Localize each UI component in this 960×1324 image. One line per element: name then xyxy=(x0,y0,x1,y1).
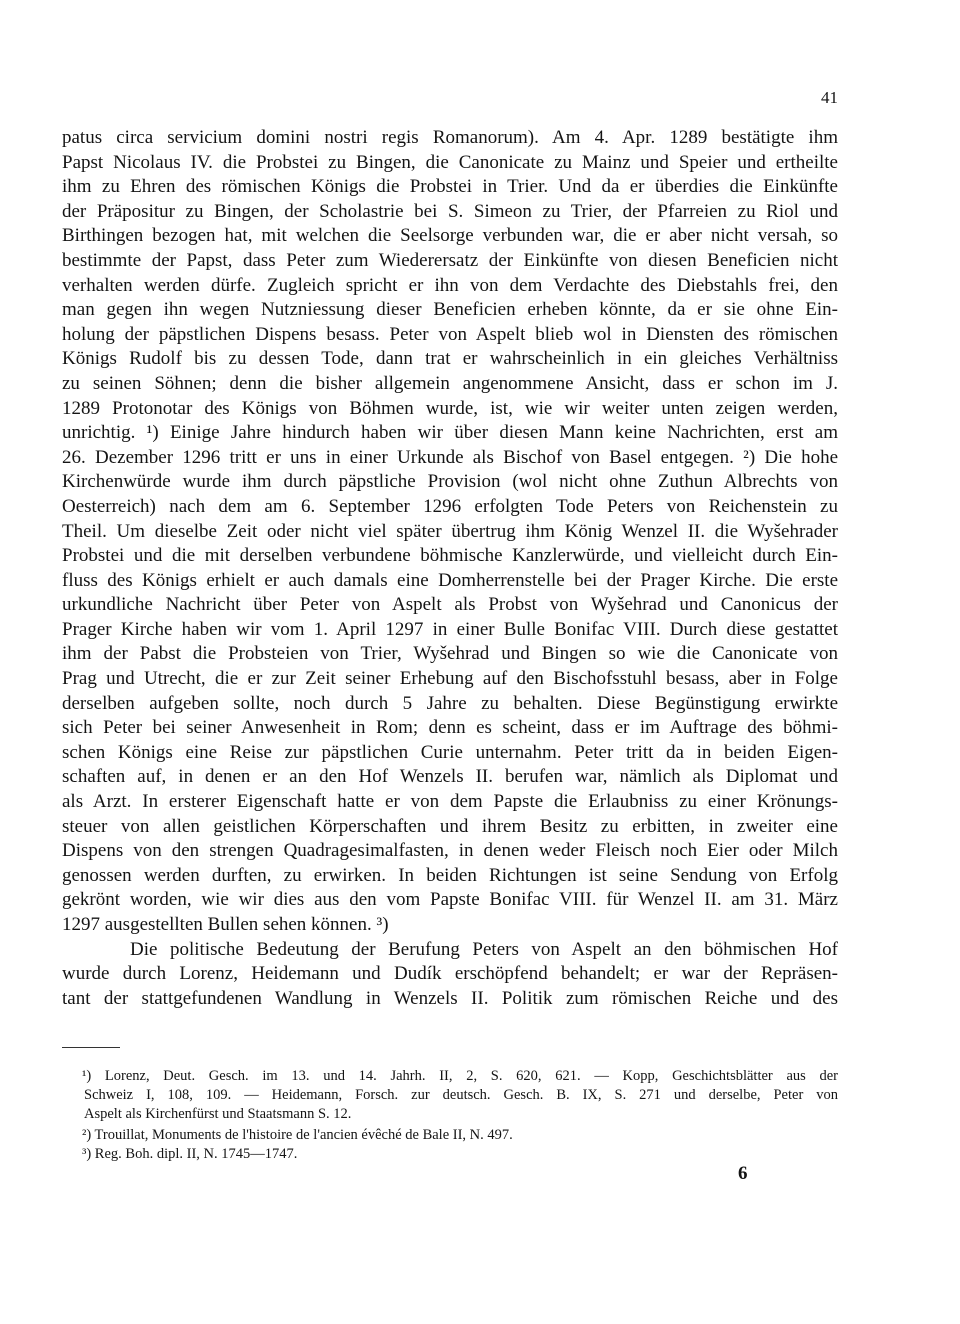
body-line: steuer von allen geistlichen Körperschaften und ihrem Besitz zu erbitten, in zweiter eine xyxy=(62,815,838,837)
body-line: derselben aufgeben sollte, noch durch 5 Jahre zu behalten. Diese Begünstigung erwirkte xyxy=(62,692,838,714)
footnote-line: ¹) Lorenz, Deut. Gesch. im 13. und 14. Jahrh. II, 2, S. 620, 621. — Kopp, Geschichtsblätter aus der xyxy=(82,1068,838,1084)
body-line: Die politische Bedeutung der Berufung Peters von Aspelt an den böhmischen Hof xyxy=(130,938,838,960)
body-line: Prag und Utrecht, die er zur Zeit seiner Erhebung auf den Bischofsstuhl besass, aber in Folge xyxy=(62,668,838,690)
body-line: tant der stattgefundenen Wandlung in Wenzels II. Politik zum römischen Reiche und des xyxy=(62,987,838,1009)
footnotes xyxy=(62,1067,838,1164)
body-line: 26. Dezember 1296 tritt er uns in einer Urkunde als Bischof von Basel entgegen. ²) Die hohe xyxy=(62,446,838,468)
footnote-line: Schweiz I, 108, 109. — Heidemann, Forsch. zur deutsch. Gesch. B. IX, S. 271 und derselbe, Peter von xyxy=(84,1086,838,1103)
body-line: fluss des Königs erhielt er auch damals eine Domherrenstelle bei der Prager Kirche. Die erste xyxy=(62,569,838,591)
body-line: schen Königs eine Reise zur päpstlichen Curie unternahm. Peter tritt da in beiden Eigen- xyxy=(62,741,838,763)
body-line: genossen werden durften, zu erwirken. In beiden Richtungen ist seine Sendung von Erfolg xyxy=(62,864,838,886)
body-line: bestimmte der Papst, dass Peter zum Wiederersatz der Einkünfte von diesen Beneficien nicht xyxy=(62,249,838,271)
body-line: Birthingen bezogen hat, mit welchen die Seelsorge verbunden war, die er aber nicht versah, so xyxy=(62,225,838,247)
body-line: Dispens von den strengen Quadragesimalfasten, in denen weder Fleisch noch Eier oder Milch xyxy=(62,840,838,862)
body-line: Oesterreich) nach dem am 6. September 1296 erfolgten Tode Peters von Reichenstein zu xyxy=(62,495,838,517)
body-text xyxy=(62,126,838,1011)
page-number: 41 xyxy=(821,88,838,107)
body-line: 1289 Protonotar des Königs von Böhmen wurde, ist, wie wir weiter unten zeigen werden, xyxy=(62,397,838,419)
body-line: unrichtig. ¹) Einige Jahre hindurch haben wir über diesen Mann keine Nachrichten, erst am xyxy=(62,422,838,444)
body-line: Kirchenwürde wurde ihm durch päpstliche Provision (wol nicht ohne Zuthun Albrechts von xyxy=(62,471,838,493)
body-line: schaften auf, in denen er an den Hof Wenzels II. berufen war, nämlich als Diplomat und xyxy=(62,766,838,788)
body-line: zu seinen Söhnen; denn die bisher allgemein angenommene Ansicht, dass er schon im J. xyxy=(62,372,838,394)
body-line: Theil. Um dieselbe Zeit oder nicht viel später übertrug ihm König Wenzel II. die Wyšehrader xyxy=(62,520,838,542)
body-line: Königs Rudolf bis zu dessen Tode, dann trat er wahrscheinlich in ein gleiches Verhältniss xyxy=(62,348,838,370)
body-line: holung der päpstlichen Dispens besass. Peter von Aspelt blieb wol in Diensten des römischen xyxy=(62,323,838,345)
body-line: Papst Nicolaus IV. die Probstei zu Bingen, die Canonicate zu Mainz und Speier und ertheilte xyxy=(62,151,838,173)
signature-mark: 6 xyxy=(738,1163,748,1184)
body-line: sich Peter bei seiner Anwesenheit in Rom; denn es scheint, dass er im Auftrage des böhmi- xyxy=(62,717,838,739)
body-line: 1297 ausgestellten Bullen sehen können. ³) xyxy=(62,914,389,935)
footnote-divider xyxy=(62,1047,120,1048)
body-line: gekrönt worden, wie wir dies aus den vom Papste Bonifac VIII. für Wenzel II. am 31. März xyxy=(62,889,838,911)
body-line: Probstei und die mit derselben verbundene böhmische Kanzlerwürde, und vielleicht durch Ein- xyxy=(62,545,838,567)
footnote-line: Aspelt als Kirchenfürst und Staatsmann S. 12. xyxy=(84,1105,352,1122)
footnote-line: ³) Reg. Boh. dipl. II, N. 1745—1747. xyxy=(82,1146,298,1163)
body-line: ihm der Pabst die Probsteien von Trier, Wyšehrad und Bingen so wie die Canonicate von xyxy=(62,643,838,665)
body-line: der Präpositur zu Bingen, der Scholastrie bei S. Simeon zu Trier, der Pfarreien zu Riol und xyxy=(62,200,838,222)
footnote-line: ²) Trouillat, Monuments de l'histoire de l'ancien évêché de Bale II, N. 497. xyxy=(82,1127,513,1144)
body-line: wurde durch Lorenz, Heidemann und Dudík erschöpfend behandelt; er war der Repräsen- xyxy=(62,963,838,985)
body-line: Prager Kirche haben wir vom 1. April 1297 in einer Bulle Bonifac VIII. Durch diese gestattet xyxy=(62,618,838,640)
body-line: als Arzt. In ersterer Eigenschaft hatte er von dem Papste die Erlaubniss zu einer Krönungs- xyxy=(62,791,838,813)
body-line: urkundliche Nachricht über Peter von Aspelt als Probst von Wyšehrad und Canonicus der xyxy=(62,594,838,616)
body-line: patus circa servicium domini nostri regis Romanorum). Am 4. Apr. 1289 bestätigte ihm xyxy=(62,127,838,148)
body-line: verhalten werden dürfe. Zugleich spricht er ihn von dem Verdachte des Diebstahls frei, den xyxy=(62,274,838,296)
body-line: ihm zu Ehren des römischen Königs die Probstei in Trier. Und da er überdies die Einkünfte xyxy=(62,176,838,198)
body-line: man gegen ihn wegen Nutzniessung dieser Beneficien erheben könnte, da er sie ohne Ein- xyxy=(62,299,838,321)
